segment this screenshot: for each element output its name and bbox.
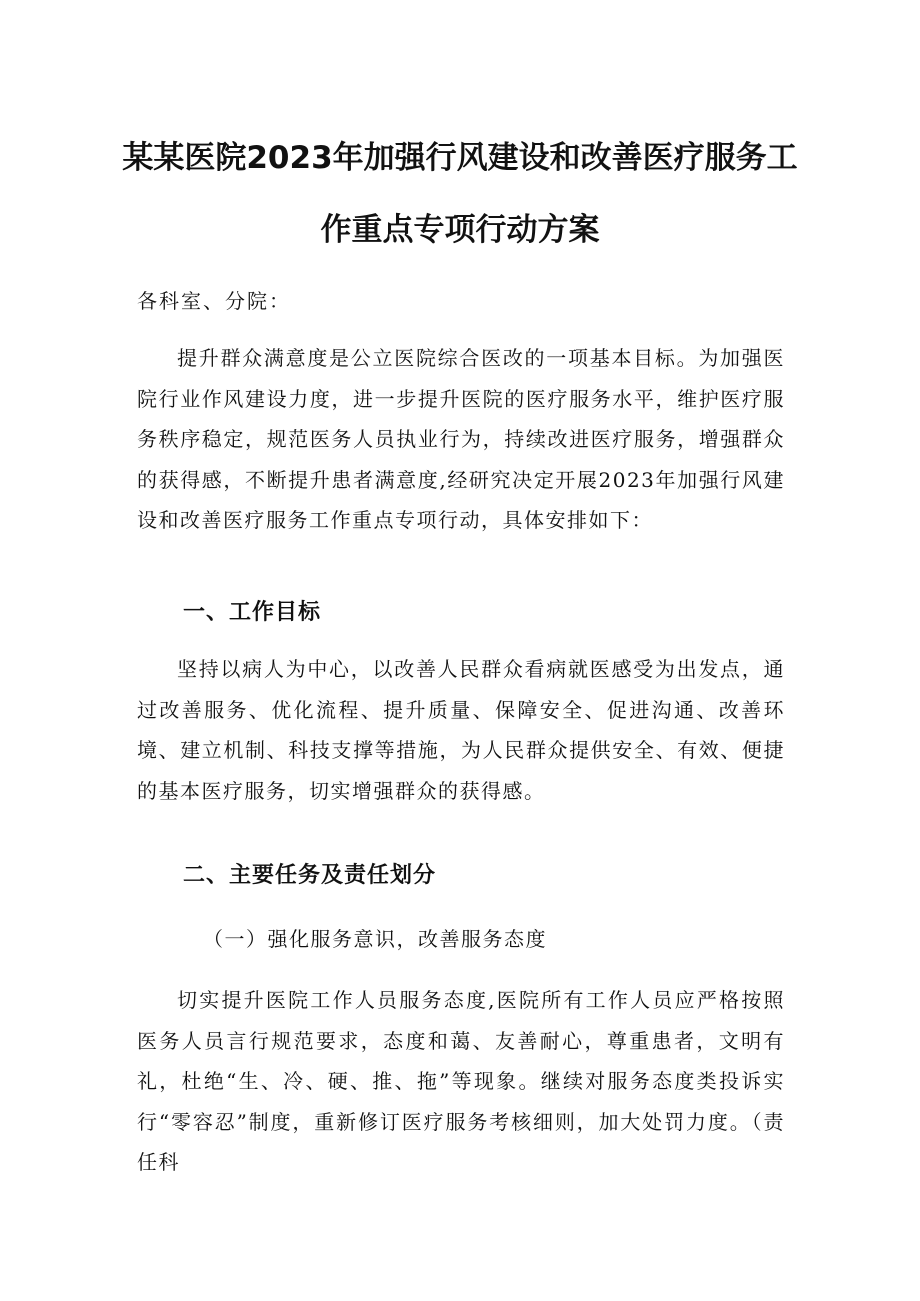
service-attitude-paragraph: 切实提升医院工作人员服务态度,医院所有工作人员应严格按照医务人员言行规范要求，态度和蔼、友善耐心，尊重患者，文明有礼，杜绝“生、冷、硬、推、拖”等现象。继续对服务态度类投诉实行“零容忍”制度，重新修订医疗服务考核细则，加大处罚力度。（责任科 — [137, 988, 785, 1174]
intro-paragraph: 提升群众满意度是公立医院综合医改的一项基本目标。为加强医院行业作风建设力度，进一步提升医院的医疗服务水平，维护医疗服务秩序稳定，规范医务人员执业行为，持续改进医疗服务，增强群众的获得感，不断提升患者满意度,经研究决定开展2023年加强行风建设和改善医疗服务工作重点专项行动，具体安排如下： — [137, 346, 785, 532]
subsection-heading-service-attitude: （一）强化服务意识，改善服务态度 — [203, 927, 547, 951]
section-heading-tasks: 二、主要任务及责任划分 — [183, 863, 437, 888]
document-title-line-2: 作重点专项行动方案 — [320, 212, 600, 248]
document-title-line-1: 某某医院2023年加强行风建设和改善医疗服务工 — [122, 140, 798, 176]
goals-paragraph: 坚持以病人为中心，以改善人民群众看病就医感受为出发点，通过改善服务、优化流程、提升质量、保障安全、促进沟通、改善环境、建立机制、科技支撑等措施，为人民群众提供安全、有效、便捷的基本医疗服务，切实增强群众的获得感。 — [137, 657, 785, 803]
salutation: 各科室、分院： — [137, 289, 291, 313]
section-heading-goals: 一、工作目标 — [183, 600, 322, 625]
